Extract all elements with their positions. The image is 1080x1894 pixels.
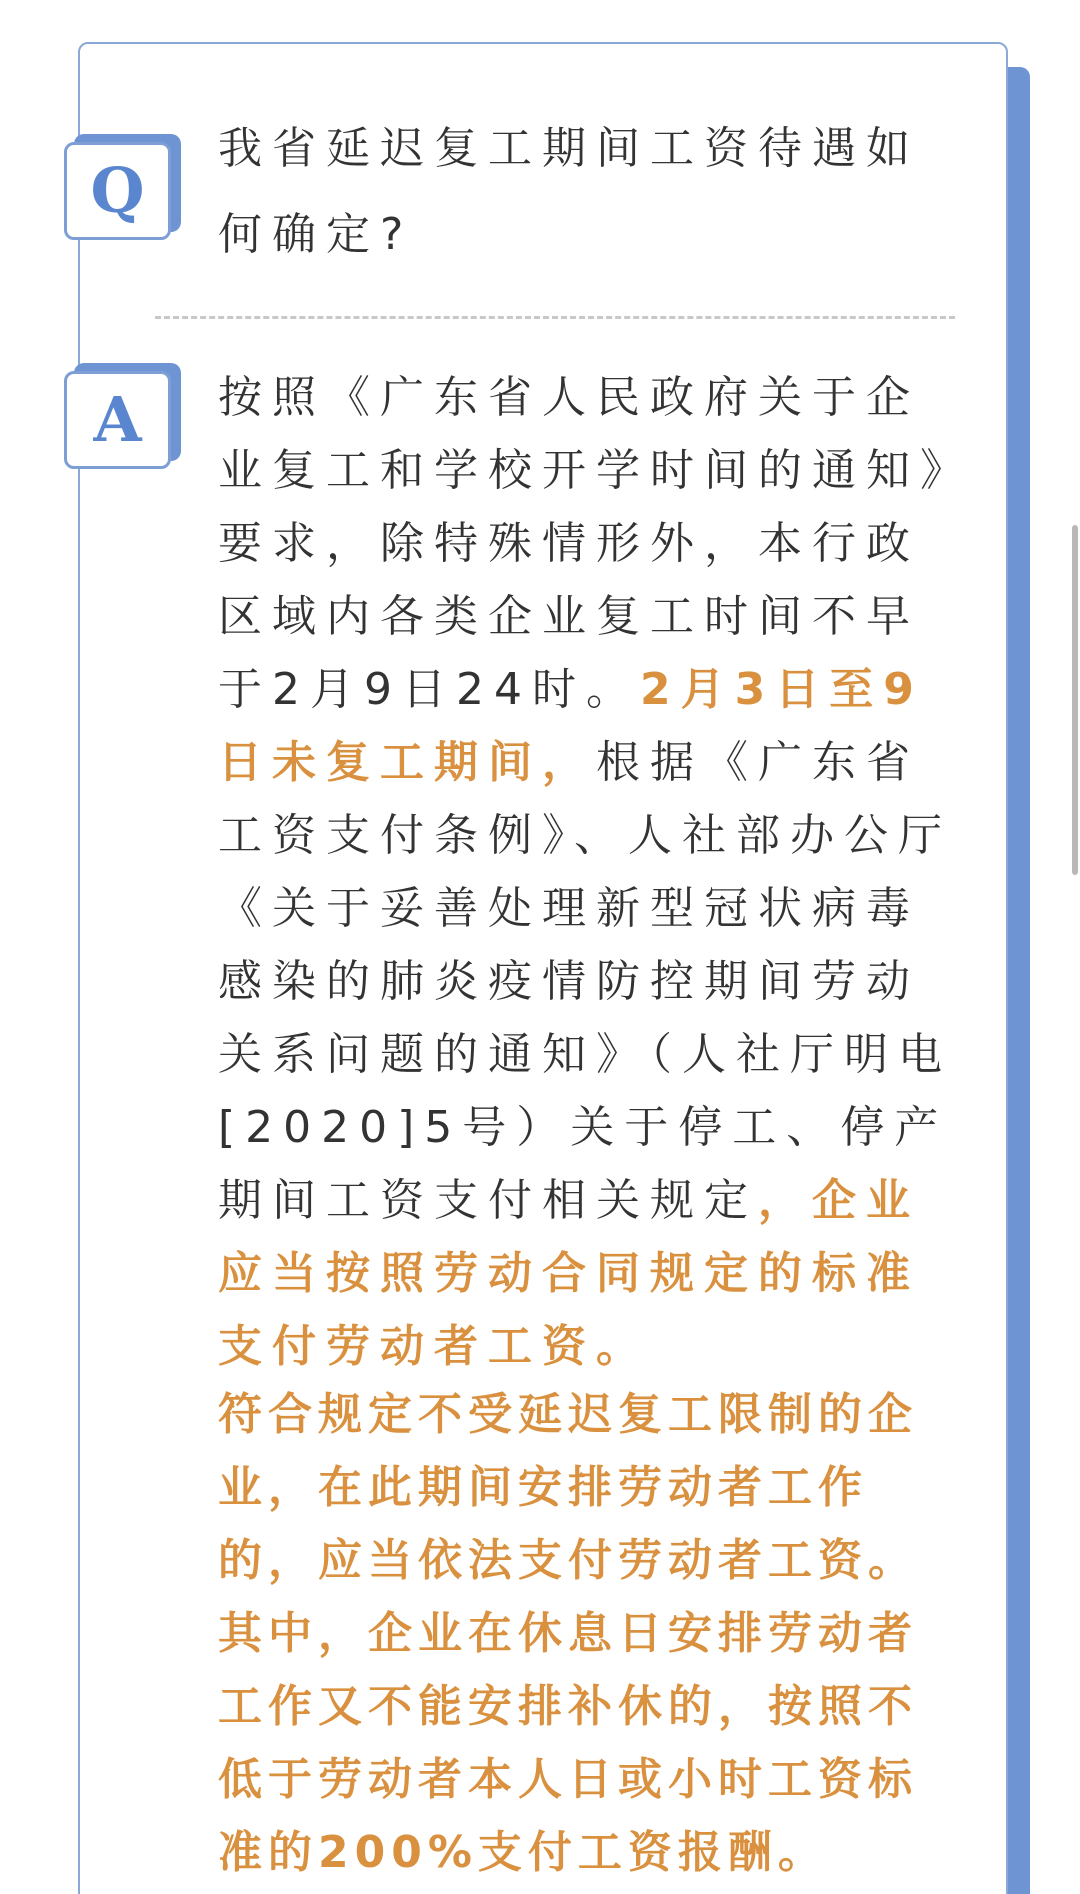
answer-highlight-segment: ，企业应当按照劳动合同规定的标准支付劳动者工资。	[218, 1175, 920, 1372]
answer-paragraph-2: 符合规定不受延迟复工限制的企业，在此期间安排劳动者工作的，应当依法支付劳动者工资。其中，企业在休息日安排劳动者工作又不能安排补休的，按照不低于劳动者本人日或小时工资标准的200%支付工资报酬。	[218, 1389, 918, 1878]
scrollbar[interactable]	[1072, 525, 1078, 875]
answer-segment: 按照《广东省人民政府关于企业复工和学校开学时间的通知》要求，除特殊情形外，本行政区域内各类企业复工时间不早于2月9日24时。	[218, 372, 952, 715]
answer-badge	[64, 363, 181, 469]
answer-highlight-segment: 2月3日至9日未复工期间，	[218, 664, 924, 788]
answer-paragraph-1	[218, 361, 958, 1383]
answer-badge-letter: A	[64, 371, 171, 469]
answer-segment: 根据《广东省工资支付条例》、人社部办公厅《关于妥善处理新型冠状病毒感染的肺炎疫情防控期间劳动关系问题的通知》（人社厅明电[2020]5号）关于停工、停产期间工资支付相关规定	[218, 737, 952, 1226]
question-badge	[64, 134, 181, 240]
question-badge-letter: Q	[64, 142, 171, 240]
question-text: 我省延迟复工期间工资待遇如何确定?	[218, 123, 920, 260]
dashed-divider	[155, 316, 955, 319]
